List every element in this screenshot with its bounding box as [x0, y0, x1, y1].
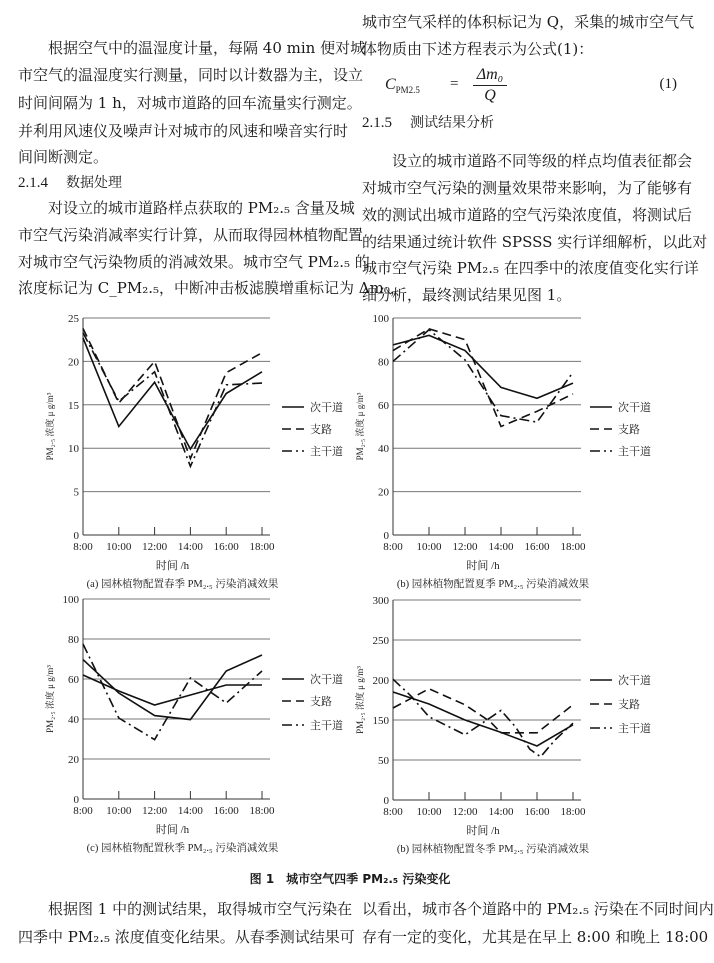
- y-tick-label: 200: [372, 675, 389, 687]
- x-axis-label: 时间 /h: [466, 560, 500, 572]
- section-number: 2.1.5: [362, 115, 392, 131]
- y-tick-label: 10: [68, 443, 79, 456]
- text-line: 城市空气采样的体积标记为 Q，采集的城市空气气: [362, 13, 695, 31]
- x-tick-label: 18:00: [249, 805, 275, 817]
- y-tick-label: 60: [68, 674, 79, 686]
- y-tick-label: 0: [383, 530, 389, 542]
- chart-caption: (a) 园林植物配置春季 PM₂.₅ 污染消减效果: [86, 579, 279, 590]
- y-tick-label: 50: [378, 755, 389, 767]
- text-line: 时间间隔为 1 h，对城市道路的回车流量实行测定。: [18, 94, 362, 112]
- legend-label: 支路: [310, 424, 332, 436]
- y-tick-label: 0: [73, 530, 79, 542]
- series-line-2: [393, 330, 573, 422]
- text-line: 对城市空气污染物质的消减效果。城市空气 PM₂.₅ 的: [18, 253, 370, 271]
- text-line: 以看出，城市各个道路中的 PM₂.₅ 污染在不同时间内: [362, 900, 714, 918]
- x-tick-label: 14:00: [488, 541, 514, 553]
- x-tick-label: 12:00: [142, 541, 168, 553]
- legend-label: 次干道: [618, 402, 651, 414]
- x-tick-label: 14:00: [177, 541, 203, 553]
- y-tick-label: 0: [73, 794, 79, 806]
- series-line-0: [83, 338, 262, 449]
- formula-fraction: [473, 66, 507, 105]
- x-tick-label: 10:00: [416, 806, 442, 818]
- section-title: 数据处理: [66, 175, 122, 191]
- formula-denominator: Q: [484, 87, 496, 104]
- text-line: 存有一定的变化，尤其是在早上 8:00 和晚上 18:00: [362, 928, 709, 946]
- y-tick-label: 20: [378, 486, 389, 499]
- x-tick-label: 16:00: [213, 805, 239, 817]
- x-tick-label: 14:00: [488, 806, 514, 818]
- y-axis-label: PM₂.₅ 浓度 μ g/m³: [355, 666, 365, 734]
- legend-label: 次干道: [310, 674, 343, 686]
- y-tick-label: 25: [68, 313, 79, 325]
- x-axis-label: 时间 /h: [466, 825, 500, 837]
- legend-label: 次干道: [310, 402, 343, 414]
- text-line: 市空气污染消减率实行计算，从而取得园林植物配置: [18, 226, 364, 244]
- x-tick-label: 12:00: [142, 805, 168, 817]
- series-line-2: [83, 333, 262, 467]
- chart-winter: [350, 590, 700, 862]
- y-axis-label: PM₂.₅ 浓度 μ g/m³: [355, 392, 365, 461]
- x-tick-label: 8:00: [73, 541, 93, 553]
- x-tick-label: 16:00: [213, 541, 239, 553]
- y-tick-label: 40: [68, 714, 79, 726]
- section-heading-2-1-5: [362, 112, 494, 134]
- legend-label: 主干道: [310, 446, 343, 458]
- x-tick-label: 16:00: [524, 541, 550, 553]
- x-tick-label: 12:00: [452, 541, 478, 553]
- text-line: 对设立的城市道路样点获取的 PM₂.₅ 含量及城: [18, 199, 355, 217]
- y-tick-label: 15: [68, 399, 79, 412]
- legend-label: 支路: [618, 424, 640, 436]
- chart-autumn: [20, 590, 360, 862]
- series-line-1: [393, 329, 573, 427]
- text-line: 四季中 PM₂.₅ 浓度值变化结果。从春季测试结果可: [18, 928, 355, 946]
- legend-label: 主干道: [310, 720, 343, 732]
- y-tick-label: 20: [68, 754, 79, 766]
- legend-label: 主干道: [618, 446, 651, 458]
- x-tick-label: 8:00: [73, 805, 93, 817]
- formula-lhs: [385, 76, 420, 95]
- text-line: 细分析，最终测试结果见图 1。: [362, 286, 572, 304]
- y-tick-label: 100: [62, 594, 79, 606]
- y-tick-label: 60: [378, 399, 389, 412]
- series-line-0: [393, 692, 573, 746]
- y-tick-label: 80: [68, 634, 79, 646]
- fraction-bar: [473, 85, 507, 86]
- y-tick-label: 150: [372, 715, 389, 727]
- section-heading-2-1-4: [18, 172, 122, 194]
- text-line: 设立的城市道路不同等级的样点均值表征都会: [362, 152, 693, 170]
- x-tick-label: 18:00: [560, 541, 586, 553]
- legend-label: 支路: [618, 699, 640, 711]
- y-tick-label: 250: [372, 635, 389, 647]
- y-tick-label: 20: [68, 356, 79, 369]
- text-line: 的结果通过统计软件 SPSSS 实行详细解析，以此对: [362, 233, 708, 251]
- text-line: 城市空气污染 PM₂.₅ 在四季中的浓度值变化实行详: [362, 259, 699, 277]
- chart-summer: [350, 305, 700, 590]
- x-tick-label: 10:00: [106, 541, 132, 553]
- text-line: 市空气的温湿度实行测量，同时以计数器为主，设立: [18, 66, 364, 84]
- text-line: 并利用风速仪及噪声计对城市的风速和噪音实行时: [18, 122, 349, 140]
- text-line: 间间断测定。: [18, 148, 109, 166]
- chart-caption: (b) 园林植物配置夏季 PM₂.₅ 污染消减效果: [396, 579, 590, 590]
- x-tick-label: 10:00: [416, 541, 442, 553]
- formula-1: [385, 66, 685, 110]
- legend-label: 次干道: [618, 675, 651, 687]
- y-tick-label: 0: [383, 795, 389, 807]
- formula-lhs-subscript: PM2.5: [395, 85, 420, 96]
- y-axis-label: PM₂.₅ 浓度 μ g/m³: [45, 665, 55, 733]
- legend-label: 支路: [310, 696, 332, 708]
- x-tick-label: 8:00: [383, 806, 403, 818]
- x-tick-label: 8:00: [383, 541, 403, 553]
- y-tick-label: 80: [378, 356, 389, 369]
- x-tick-label: 10:00: [106, 805, 132, 817]
- formula-numerator: Δm₀: [476, 66, 504, 83]
- x-tick-label: 14:00: [177, 805, 203, 817]
- text-line: 体物质由下述方程表示为公式(1)：: [362, 40, 594, 58]
- series-line-2: [83, 644, 262, 740]
- y-tick-label: 100: [372, 313, 389, 325]
- text-line: 浓度标记为 C_PM₂.₅，中断冲击板滤膜增重标记为 Δm₀，: [18, 279, 405, 297]
- text-line: 根据空气中的温湿度计量，每隔 40 min 便对城: [18, 39, 366, 57]
- section-title: 测试结果分析: [410, 115, 494, 131]
- formula-equals: =: [450, 76, 459, 92]
- formula-lhs-symbol: C: [385, 76, 396, 93]
- text-line: 根据图 1 中的测试结果，取得城市空气污染在: [18, 900, 353, 918]
- chart-spring: [20, 305, 360, 590]
- section-number: 2.1.4: [18, 175, 48, 191]
- series-line-2: [393, 679, 573, 757]
- y-tick-label: 40: [378, 443, 389, 456]
- x-axis-label: 时间 /h: [155, 560, 190, 572]
- y-tick-label: 5: [73, 486, 79, 499]
- y-tick-label: 300: [372, 595, 389, 607]
- x-tick-label: 16:00: [524, 806, 550, 818]
- figure-caption: 图 1 城市空气四季 PM₂.₅ 污染变化: [249, 872, 451, 886]
- x-tick-label: 18:00: [249, 541, 275, 553]
- chart-caption: (b) 园林植物配置冬季 PM₂.₅ 污染消减效果: [396, 844, 590, 855]
- text-line: 效的测试出城市道路的空气污染浓度值，将测试后: [362, 206, 693, 224]
- y-axis-label: PM₂.₅ 浓度 μ g/m³: [45, 392, 55, 461]
- text-line: 对城市空气污染的测量效果带来影响，为了能够有: [362, 179, 693, 197]
- legend-label: 主干道: [618, 723, 651, 735]
- x-axis-label: 时间 /h: [155, 824, 190, 836]
- formula-number: (1): [659, 76, 677, 92]
- series-line-1: [83, 328, 262, 458]
- x-tick-label: 12:00: [452, 806, 478, 818]
- x-tick-label: 18:00: [560, 806, 586, 818]
- chart-caption: (c) 园林植物配置秋季 PM₂.₅ 污染消减效果: [86, 843, 279, 854]
